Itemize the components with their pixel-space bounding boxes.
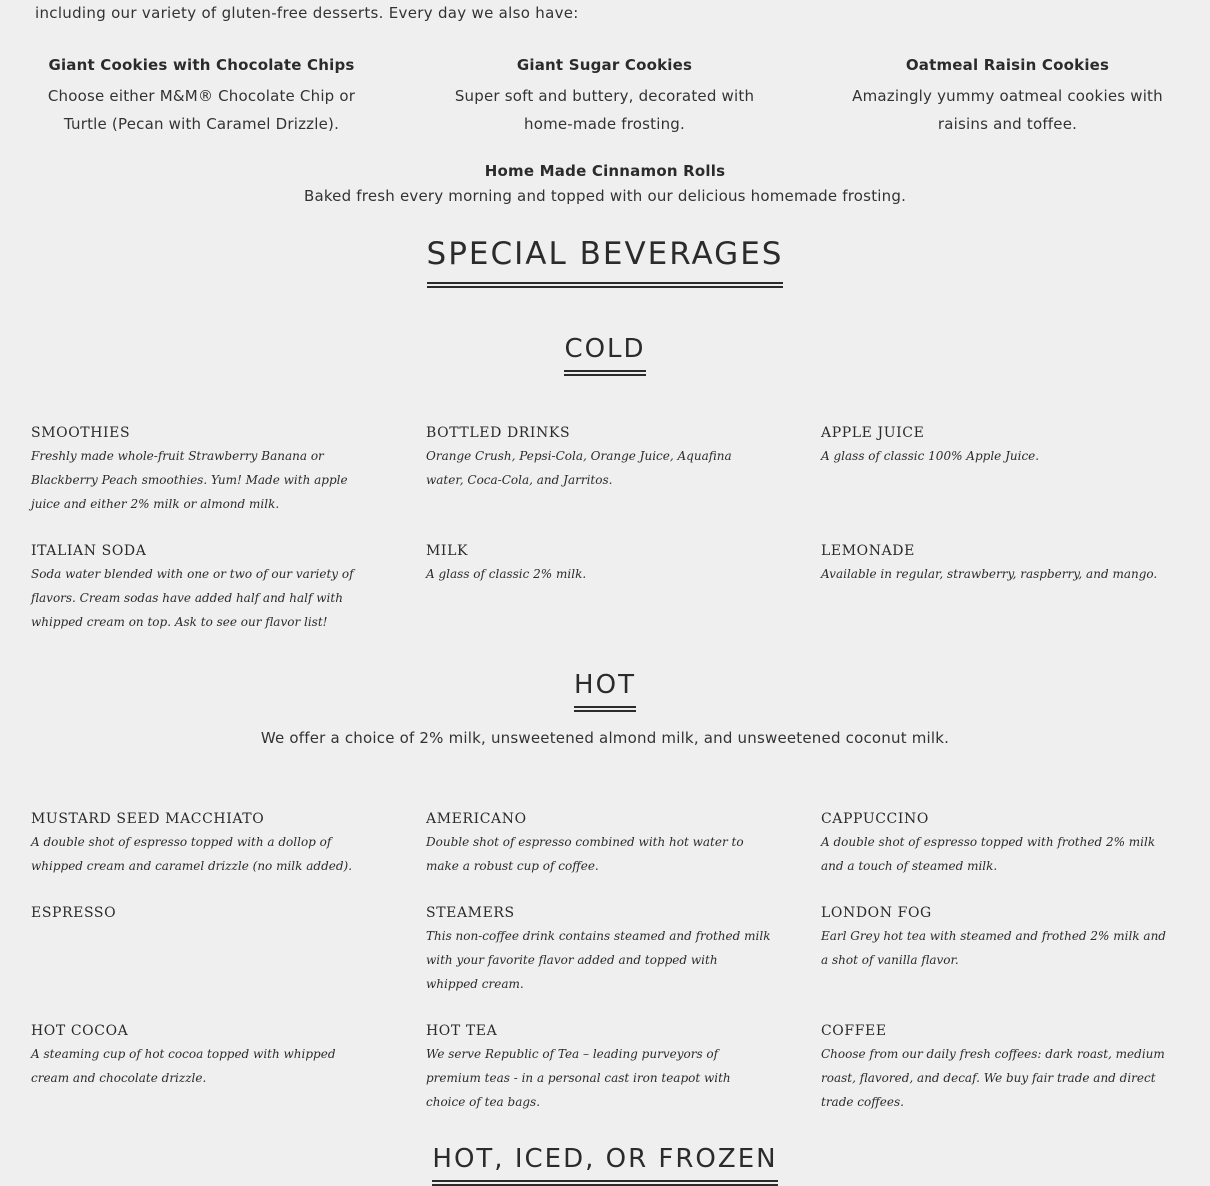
dessert-description: Super soft and buttery, decorated with home-made frosting. [454,87,755,133]
menu-item [426,1022,771,1114]
menu-item-description: A steaming cup of hot cocoa topped with whipped cream and chocolate drizzle. [31,1047,336,1085]
menu-item [31,542,376,634]
section-title: SPECIAL BEVERAGES [427,236,784,288]
menu-item-description: A glass of classic 100% Apple Juice. [821,449,1040,463]
menu-item-description: A double shot of espresso topped with a dollop of whipped cream and caramel drizzle (no milk added). [31,835,353,873]
hot-iced-frozen-heading [0,1144,1210,1186]
menu-item-name: AMERICANO [426,811,527,827]
menu-item-name: MILK [426,543,469,559]
desserts-row [0,55,1210,138]
hot-milk-note: We offer a choice of 2% milk, unsweetened almond milk, and unsweetened coconut milk. [260,729,950,747]
menu-item-description: Orange Crush, Pepsi-Cola, Orange Juice, Aquafina water, Coca-Cola, and Jarritos. [426,449,732,487]
menu-item [31,810,376,878]
menu-item-description: Earl Grey hot tea with steamed and frothed 2% milk and a shot of vanilla flavor. [821,929,1166,967]
menu-item-name: APPLE JUICE [821,425,925,441]
menu-item-name: ESPRESSO [31,905,117,921]
menu-item [821,424,1166,468]
menu-item-name: MUSTARD SEED MACCHIATO [31,811,265,827]
cinnamon-rolls-item [0,161,1210,207]
menu-item-description: A double shot of espresso topped with frothed 2% milk and a touch of steamed milk. [821,835,1156,873]
menu-item [821,542,1166,586]
menu-item [426,904,771,996]
menu-item [821,904,1166,972]
menu-item [426,542,771,586]
menu-item-description: This non-coffee drink contains steamed and frothed milk with your favorite flavor added and topped with whipped cream. [426,929,771,991]
menu-item [31,904,376,924]
dessert-title: Giant Sugar Cookies [516,56,693,74]
menu-item [426,424,771,492]
menu-item-description: We serve Republic of Tea – leading purveyors of premium teas - in a personal cast iron teapot with choice of tea bags. [426,1047,731,1109]
menu-item-description: Freshly made whole-fruit Strawberry Banana or Blackberry Peach smoothies. Yum! Made with apple juice and either 2% milk or almond milk. [31,449,348,511]
section-title: COLD [564,334,645,376]
dessert-item [806,55,1209,138]
menu-item-description: A glass of classic 2% milk. [426,567,587,581]
menu-item [31,1022,376,1090]
special-beverages-heading [0,236,1210,288]
section-title: HOT [574,670,636,712]
dessert-description: Baked fresh every morning and topped with our delicious homemade frosting. [303,187,907,205]
hot-heading [0,670,1210,712]
menu-item-name: COFFEE [821,1023,887,1039]
menu-item-name: LEMONADE [821,543,915,559]
dessert-item [0,55,403,138]
menu-item-description: Available in regular, strawberry, raspberry, and mango. [821,567,1158,581]
menu-item [821,810,1166,878]
menu-item-name: LONDON FOG [821,905,932,921]
menu-item-name: SMOOTHIES [31,425,131,441]
menu-item [426,810,771,878]
menu-item-description: Double shot of espresso combined with hot water to make a robust cup of coffee. [426,835,744,873]
menu-item-name: ITALIAN SODA [31,543,147,559]
menu-item [821,1022,1166,1114]
menu-item-description: Soda water blended with one or two of our variety of flavors. Cream sodas have added half and half with whipped cream on top. Ask to see our flavor list! [31,567,354,629]
menu-item-name: STEAMERS [426,905,515,921]
menu-item [31,424,376,516]
menu-item-description: Choose from our daily fresh coffees: dark roast, medium roast, flavored, and decaf. We buy fair trade and direct trade coffees. [821,1047,1165,1109]
dessert-description: Choose either M&M® Chocolate Chip or Turtle (Pecan with Caramel Drizzle). [47,87,356,133]
dessert-item [403,55,806,138]
menu-item-name: HOT TEA [426,1023,498,1039]
dessert-title: Home Made Cinnamon Rolls [484,162,726,180]
menu-item-name: CAPPUCCINO [821,811,929,827]
dessert-title: Giant Cookies with Chocolate Chips [48,56,355,74]
dessert-title: Oatmeal Raisin Cookies [905,56,1110,74]
cold-heading [0,334,1210,376]
section-title: HOT, ICED, OR FROZEN [432,1144,777,1186]
menu-item-name: BOTTLED DRINKS [426,425,571,441]
menu-item-name: HOT COCOA [31,1023,129,1039]
intro-text: including our variety of gluten-free desserts. Every day we also have: [35,4,579,22]
dessert-description: Amazingly yummy oatmeal cookies with raisins and toffee. [852,87,1163,133]
